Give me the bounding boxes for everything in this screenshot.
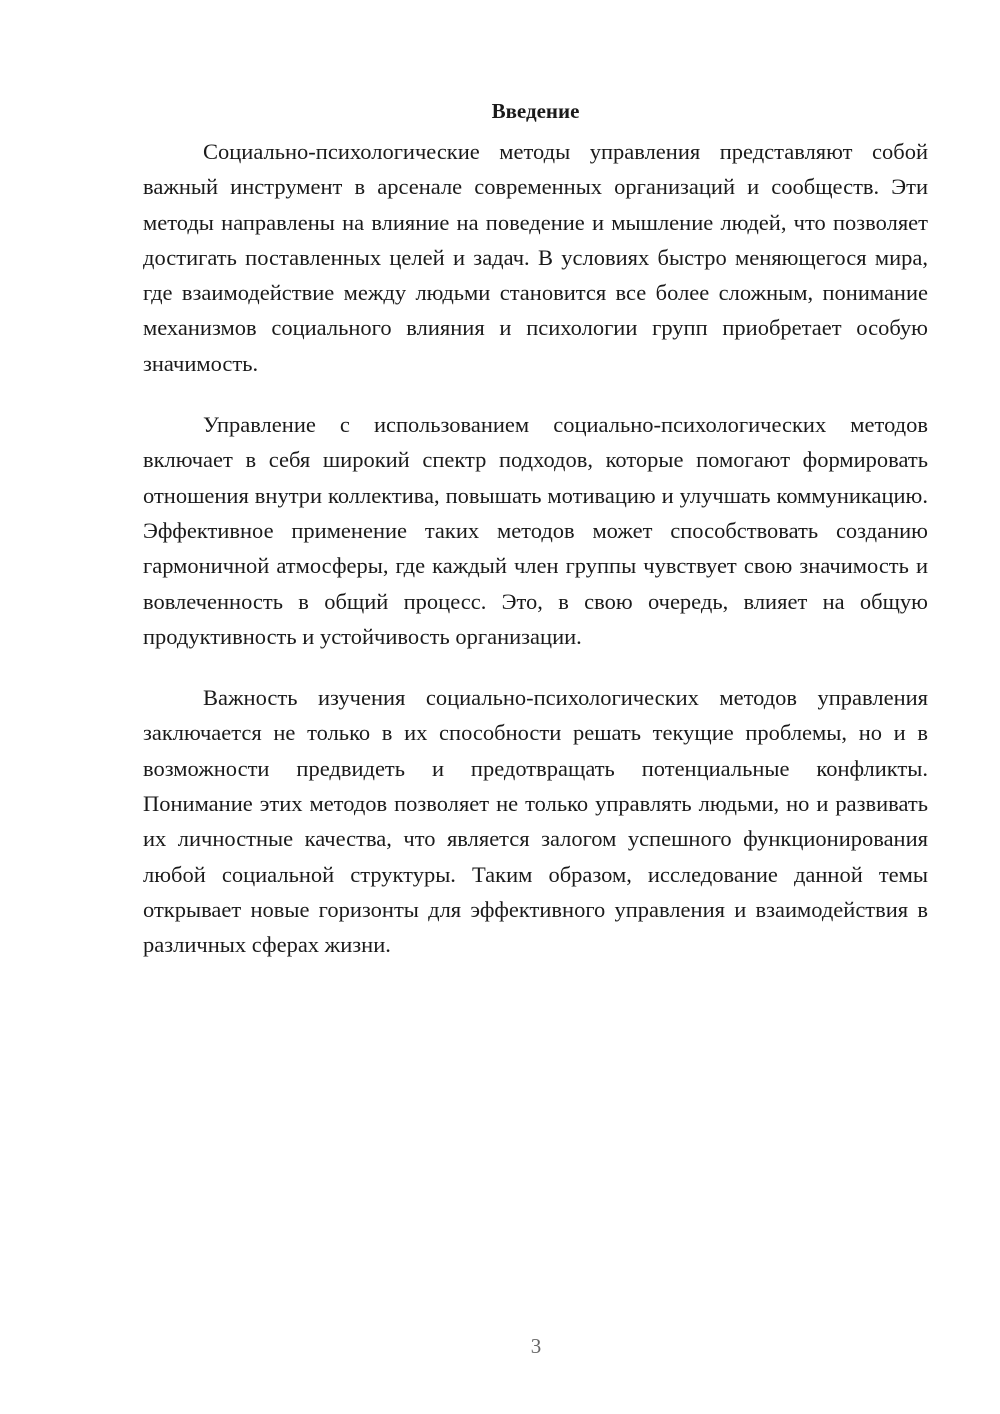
paragraph-1: Социально-психологические методы управления представляют собой важный инструмент в арсенале современных организаций и сообществ. Эти методы направлены на влияние на поведение и мышление людей, что позволяет достигать поставленных целей и задач. В условиях быстро меняющегося мира, где взаимодействие между людьми становится все более сложным, понимание механизмов социального влияния и психологии групп приобретает особую значимость. <box>143 139 928 376</box>
paragraph-2: Управление с использованием социально-психологических методов включает в себя широкий спектр подходов, которые помогают формировать отношения внутри коллектива, повышать мотивацию и улучшать коммуникацию. Эффективное применение таких методов может способствовать созданию гармоничной атмосферы, где каждый член группы чувствует свою значимость и вовлеченность в общий процесс. Это, в свою очередь, влияет на общую продуктивность и устойчивость организации. <box>143 412 928 649</box>
page-content <box>143 96 928 989</box>
section-title: Введение <box>491 99 580 123</box>
paragraph-3: Важность изучения социально-психологических методов управления заключается не только в их способности решать текущие проблемы, но и в возможности предвидеть и предотвращать потенциальные конфликты. Понимание этих методов позволяет не только управлять людьми, но и развивать их личностные качества, что является залогом успешного функционирования любой социальной структуры. Таким образом, исследование данной темы открывает новые горизонты для эффективного управления и взаимодействия в различных сферах жизни. <box>143 685 928 958</box>
page-number: 3 <box>530 1334 542 1358</box>
